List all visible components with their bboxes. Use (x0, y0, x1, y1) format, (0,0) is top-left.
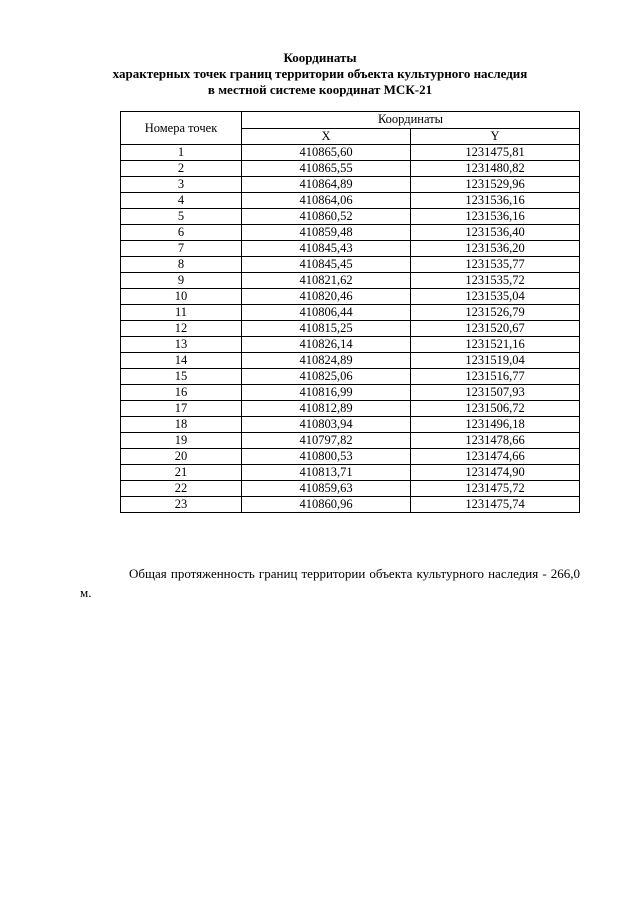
cell-y: 1231535,77 (411, 257, 580, 273)
cell-point-number: 20 (121, 449, 242, 465)
table-row (121, 209, 580, 225)
table-row (121, 321, 580, 337)
cell-y: 1231496,18 (411, 417, 580, 433)
cell-x: 410845,45 (242, 257, 411, 273)
cell-point-number: 23 (121, 497, 242, 513)
cell-point-number: 6 (121, 225, 242, 241)
cell-x: 410821,62 (242, 273, 411, 289)
header-point-numbers: Номера точек (121, 112, 242, 145)
cell-x: 410826,14 (242, 337, 411, 353)
header-y: Y (411, 128, 580, 145)
table-row (121, 241, 580, 257)
cell-point-number: 12 (121, 321, 242, 337)
cell-point-number: 15 (121, 369, 242, 385)
table-row (121, 433, 580, 449)
table-row (121, 465, 580, 481)
table-row (121, 305, 580, 321)
title-line-2: характерных точек границ территории объекта культурного наследия (112, 66, 528, 81)
header-x: X (242, 128, 411, 145)
cell-x: 410815,25 (242, 321, 411, 337)
cell-y: 1231474,66 (411, 449, 580, 465)
cell-y: 1231507,93 (411, 385, 580, 401)
table-row (121, 289, 580, 305)
cell-x: 410865,55 (242, 161, 411, 177)
cell-point-number: 10 (121, 289, 242, 305)
cell-x: 410859,63 (242, 481, 411, 497)
table-row (121, 225, 580, 241)
cell-y: 1231475,72 (411, 481, 580, 497)
cell-y: 1231480,82 (411, 161, 580, 177)
cell-x: 410812,89 (242, 401, 411, 417)
cell-y: 1231536,16 (411, 193, 580, 209)
cell-point-number: 5 (121, 209, 242, 225)
cell-y: 1231475,81 (411, 145, 580, 161)
cell-y: 1231478,66 (411, 433, 580, 449)
cell-point-number: 18 (121, 417, 242, 433)
cell-y: 1231536,20 (411, 241, 580, 257)
title-line-3: в местной системе координат МСК-21 (207, 82, 433, 97)
cell-point-number: 8 (121, 257, 242, 273)
cell-point-number: 22 (121, 481, 242, 497)
cell-point-number: 9 (121, 273, 242, 289)
cell-point-number: 3 (121, 177, 242, 193)
cell-point-number: 19 (121, 433, 242, 449)
document-title (0, 50, 640, 98)
cell-y: 1231475,74 (411, 497, 580, 513)
cell-x: 410864,06 (242, 193, 411, 209)
table-row (121, 161, 580, 177)
table-row (121, 145, 580, 161)
cell-y: 1231474,90 (411, 465, 580, 481)
cell-point-number: 4 (121, 193, 242, 209)
cell-x: 410797,82 (242, 433, 411, 449)
table-row (121, 273, 580, 289)
cell-point-number: 17 (121, 401, 242, 417)
cell-x: 410845,43 (242, 241, 411, 257)
cell-x: 410800,53 (242, 449, 411, 465)
cell-y: 1231521,16 (411, 337, 580, 353)
cell-x: 410860,52 (242, 209, 411, 225)
cell-point-number: 21 (121, 465, 242, 481)
cell-y: 1231529,96 (411, 177, 580, 193)
cell-point-number: 1 (121, 145, 242, 161)
cell-x: 410816,99 (242, 385, 411, 401)
cell-point-number: 7 (121, 241, 242, 257)
table-row (121, 449, 580, 465)
table-row (121, 385, 580, 401)
table-row (121, 257, 580, 273)
cell-y: 1231519,04 (411, 353, 580, 369)
header-coordinates: Координаты (242, 112, 580, 129)
table-row (121, 369, 580, 385)
cell-x: 410824,89 (242, 353, 411, 369)
cell-x: 410859,48 (242, 225, 411, 241)
cell-x: 410825,06 (242, 369, 411, 385)
cell-x: 410820,46 (242, 289, 411, 305)
cell-x: 410803,94 (242, 417, 411, 433)
cell-x: 410864,89 (242, 177, 411, 193)
cell-y: 1231536,16 (411, 209, 580, 225)
cell-y: 1231506,72 (411, 401, 580, 417)
table-row (121, 497, 580, 513)
boundary-length-summary: Общая протяженность границ территории объекта культурного наследия - 266,0 м. (80, 566, 580, 600)
cell-point-number: 16 (121, 385, 242, 401)
cell-y: 1231535,72 (411, 273, 580, 289)
table-row (121, 417, 580, 433)
cell-x: 410806,44 (242, 305, 411, 321)
cell-point-number: 11 (121, 305, 242, 321)
cell-x: 410865,60 (242, 145, 411, 161)
cell-y: 1231526,79 (411, 305, 580, 321)
table-row (121, 401, 580, 417)
table-row (121, 337, 580, 353)
cell-x: 410813,71 (242, 465, 411, 481)
cell-point-number: 14 (121, 353, 242, 369)
cell-point-number: 13 (121, 337, 242, 353)
cell-y: 1231536,40 (411, 225, 580, 241)
cell-y: 1231516,77 (411, 369, 580, 385)
cell-y: 1231535,04 (411, 289, 580, 305)
table-body (121, 145, 580, 513)
title-line-1: Координаты (283, 50, 357, 65)
cell-x: 410860,96 (242, 497, 411, 513)
coordinates-table (120, 111, 580, 513)
cell-point-number: 2 (121, 161, 242, 177)
cell-y: 1231520,67 (411, 321, 580, 337)
table-row (121, 177, 580, 193)
table-row (121, 481, 580, 497)
table-row (121, 353, 580, 369)
table-row (121, 193, 580, 209)
